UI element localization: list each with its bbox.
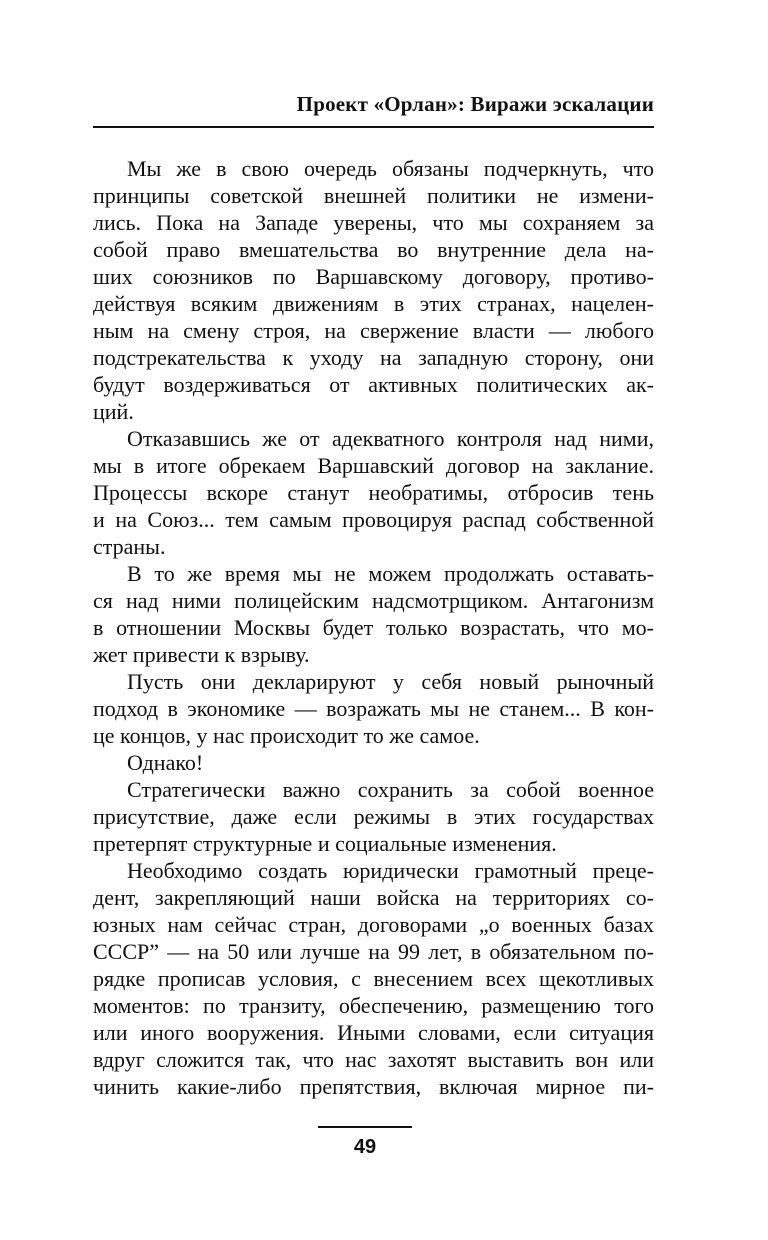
- text-line: подстрекательства к уходу на западную сторону, они: [93, 345, 654, 370]
- text-line: юзных нам сейчас стран, договорами „о военных базах: [93, 912, 654, 937]
- text-line: Процессы вскоре станут необратимы, отбросив тень: [93, 480, 654, 505]
- text-line: подход в экономике — возражать мы не станем... В кон-: [93, 696, 654, 721]
- text-line: жет привести к взрыву.: [93, 642, 310, 667]
- text-line: Стратегически важно сохранить за собой военное: [127, 777, 654, 802]
- body-text: [93, 155, 654, 1100]
- text-line: В то же время мы не можем продолжать оставать-: [127, 561, 654, 586]
- text-line: Необходимо создать юридически грамотный преце-: [127, 858, 654, 883]
- text-line: и на Союз... тем самым провоцируя распад собственной: [93, 507, 654, 532]
- text-line: ших союзников по Варшавскому договору, противо-: [93, 264, 654, 289]
- text-line: Мы же в свою очередь обязаны подчеркнуть, что: [127, 156, 654, 181]
- text-line: или иного вооружения. Иными словами, если ситуация: [93, 1020, 654, 1045]
- text-line: собой право вмешательства во внутренние дела на-: [93, 237, 654, 262]
- text-line: претерпят структурные и социальные изменения.: [93, 831, 557, 856]
- text-line: це концов, у нас происходит то же самое.: [93, 723, 480, 748]
- text-line: присутствие, даже если режимы в этих государствах: [93, 804, 654, 829]
- text-line: вдруг сложится так, что нас захотят выставить вон или: [93, 1047, 654, 1072]
- text-line: будут воздерживаться от активных политических ак-: [93, 372, 654, 397]
- text-line: СССР” — на 50 или лучше на 99 лет, в обязательном по-: [93, 939, 654, 964]
- text-line: мы в итоге обрекаем Варшавский договор на заклание.: [93, 453, 654, 478]
- text-line: в отношении Москвы будет только возрастать, что мо-: [93, 615, 654, 640]
- text-line: страны.: [93, 534, 166, 559]
- text-line: дент, закрепляющий наши войска на территориях со-: [93, 885, 654, 910]
- text-line: принципы советской внешней политики не измени-: [93, 183, 654, 208]
- header-rule: [93, 126, 654, 128]
- text-line: ным на смену строя, на свержение власти — любого: [93, 318, 654, 343]
- text-line: Отказавшись же от адекватного контроля над ними,: [127, 426, 654, 451]
- text-line: лись. Пока на Западе уверены, что мы сохраняем за: [93, 210, 654, 235]
- text-line: чинить какие-либо препятствия, включая мирное пи-: [93, 1074, 654, 1099]
- running-head-title: Проект «Орлан»: Виражи эскалации: [296, 92, 654, 116]
- text-line: ций.: [93, 399, 134, 424]
- text-line: рядке прописав условия, с внесением всех щекотливых: [93, 966, 654, 991]
- text-line: Пусть они декларируют у себя новый рыночный: [127, 669, 654, 694]
- text-line: ся над ними полицейским надсмотрщиком. Антагонизм: [93, 588, 654, 613]
- page-number: 49: [353, 1136, 377, 1158]
- text-line: моментов: по транзиту, обеспечению, размещению того: [93, 993, 654, 1018]
- text-line: действуя всяким движениям в этих странах, нацелен-: [93, 291, 654, 316]
- text-line: Однако!: [127, 750, 204, 775]
- footer-rule: [318, 1126, 412, 1128]
